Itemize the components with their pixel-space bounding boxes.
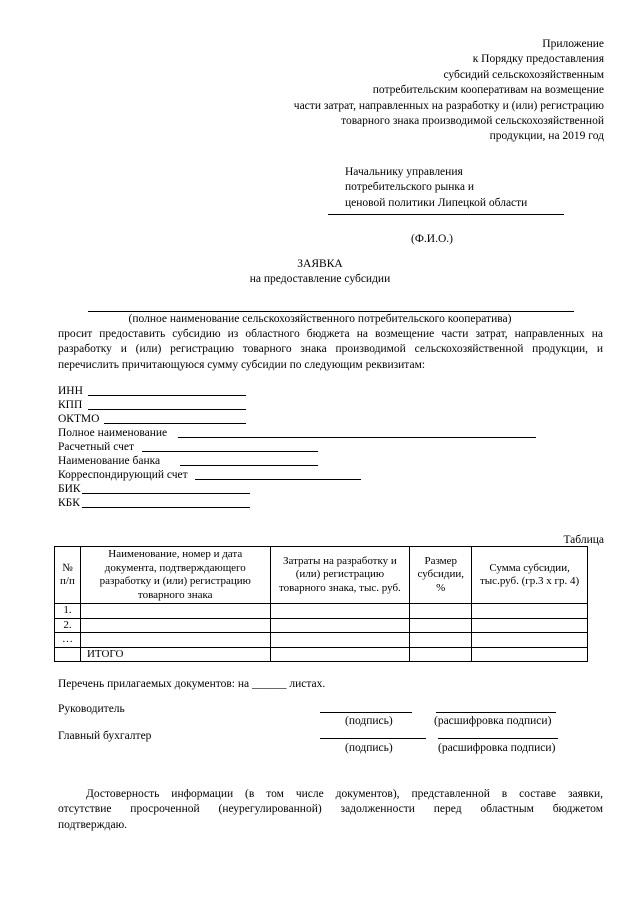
- request-paragraph: [58, 327, 603, 373]
- addressee-line: Начальнику управления: [345, 166, 463, 178]
- addressee-block: [345, 165, 527, 211]
- appendix-line: товарного знака производимой сельскохозяйственной: [341, 115, 604, 128]
- requisite-bank-field[interactable]: [180, 465, 318, 466]
- table-cell[interactable]: [472, 633, 588, 648]
- appendix-line: субсидий сельскохозяйственным: [443, 68, 604, 81]
- table-cell[interactable]: [472, 647, 588, 662]
- requisite-kbk-field[interactable]: [82, 507, 250, 508]
- table-cell[interactable]: [472, 618, 588, 633]
- requisite-account-field[interactable]: [142, 451, 318, 452]
- table-header-cell: № п/п: [55, 547, 81, 604]
- table-caption: Таблица: [563, 534, 604, 546]
- head-signature-line[interactable]: [320, 712, 412, 713]
- table-cell[interactable]: [410, 633, 472, 648]
- decode-caption: (расшифровка подписи): [438, 742, 556, 754]
- table-cell: …: [55, 633, 81, 648]
- requisite-corr-account: [58, 468, 188, 482]
- table-header-row: [55, 547, 588, 604]
- appendix-line: части затрат, направленных на разработку и (или) регистрацию: [293, 99, 604, 112]
- attachments-line: Перечень прилагаемых документов: на ______ листах.: [58, 678, 326, 690]
- confirmation-line: отсутствие просроченной (неурегулированной) задолженности перед областным бюджетом: [58, 803, 603, 816]
- appendix-line: к Порядку предоставления: [472, 53, 604, 66]
- requisite-bank: [58, 454, 160, 468]
- signature-role: Главный бухгалтер: [58, 730, 152, 742]
- appendix-line: продукции, на 2019 год: [489, 130, 604, 143]
- requisite-full-name-field[interactable]: [178, 437, 536, 438]
- confirmation-line: подтверждаю.: [58, 818, 128, 831]
- table-row: [55, 618, 588, 633]
- table-cell[interactable]: [410, 618, 472, 633]
- requisite-oktmo: [58, 412, 99, 426]
- requisite-label: ОКТМО: [58, 413, 100, 425]
- table-header-cell: Затраты на разработку и (или) регистрацию товарного знака, тыс. руб.: [270, 547, 410, 604]
- addressee-line: потребительского рынка и: [345, 181, 474, 194]
- table-cell[interactable]: [472, 604, 588, 619]
- table-cell[interactable]: [80, 604, 270, 619]
- document-title: ЗАЯВКА: [297, 258, 343, 270]
- requisite-label: Наименование банка: [58, 455, 161, 467]
- subsidy-table: [54, 546, 588, 662]
- decode-caption: (расшифровка подписи): [434, 715, 552, 727]
- table-row: [55, 604, 588, 619]
- table-cell[interactable]: [410, 647, 472, 662]
- requisite-full-name: [58, 426, 167, 440]
- requisite-label: Корреспондирующий счет: [58, 469, 188, 481]
- addressee-fio-line: [328, 214, 564, 215]
- requisite-label: Полное наименование: [58, 427, 168, 439]
- requisite-corr-account-field[interactable]: [195, 479, 361, 480]
- request-line: разработку и (или) регистрацию товарного знака производимой сельскохозяйственной продукции, и: [58, 343, 603, 356]
- requisite-kbk: [58, 496, 80, 510]
- table-row: [55, 633, 588, 648]
- table-cell[interactable]: [270, 647, 410, 662]
- signature-caption: (подпись): [345, 715, 393, 727]
- accountant-decode-line[interactable]: [438, 738, 558, 739]
- requisite-kpp-field[interactable]: [88, 409, 246, 410]
- accountant-signature-line[interactable]: [320, 738, 426, 739]
- requisite-label: ИНН: [58, 385, 83, 397]
- fio-caption: (Ф.И.О.): [411, 233, 453, 245]
- requisite-label: Расчетный счет: [58, 441, 134, 453]
- appendix-line: потребительским кооперативам на возмещение: [372, 84, 604, 97]
- requisite-oktmo-field[interactable]: [104, 423, 246, 424]
- signature-role: Руководитель: [58, 703, 125, 715]
- table-cell: 2.: [55, 618, 81, 633]
- table-header-cell: Размер субсидии, %: [410, 547, 472, 604]
- head-decode-line[interactable]: [436, 712, 556, 713]
- confirmation-line: Достоверность информации (в том числе документов), представленной в составе заявки,: [86, 788, 603, 800]
- document-subtitle: на предоставление субсидии: [249, 273, 391, 285]
- addressee-line: ценовой политики Липецкой области: [345, 196, 528, 209]
- table-total-row: [55, 647, 588, 662]
- requisite-label: КБК: [58, 497, 80, 509]
- table-cell[interactable]: [270, 618, 410, 633]
- table-total-label: ИТОГО: [80, 647, 270, 662]
- requisite-label: КПП: [58, 399, 83, 411]
- requisite-inn: [58, 384, 83, 398]
- table-cell: [55, 647, 81, 662]
- requisite-account: [58, 440, 134, 454]
- request-line: перечислить причитающуюся сумму субсидии по следующим реквизитам:: [58, 358, 426, 371]
- confirmation-paragraph: [58, 787, 603, 833]
- requisite-bik-field[interactable]: [82, 493, 250, 494]
- appendix-header: [294, 37, 604, 145]
- table-cell[interactable]: [80, 618, 270, 633]
- table-header-cell: Сумма субсидии, тыс.руб. (гр.3 х гр. 4): [472, 547, 588, 604]
- table-cell[interactable]: [80, 633, 270, 648]
- signature-caption: (подпись): [345, 742, 393, 754]
- requisite-bik: [58, 482, 81, 496]
- table-header-cell: Наименование, номер и дата документа, подтверждающего разработку и (или) регистрацию товарного знака: [80, 547, 270, 604]
- requisite-inn-field[interactable]: [88, 395, 246, 396]
- applicant-caption: (полное наименование сельскохозяйственного потребительского кооператива): [128, 313, 512, 325]
- table-cell[interactable]: [270, 604, 410, 619]
- requisite-kpp: [58, 398, 82, 412]
- request-line: просит предоставить субсидию из областного бюджета на возмещение части затрат, направленных на: [58, 328, 603, 340]
- requisite-label: БИК: [58, 483, 81, 495]
- table-cell[interactable]: [410, 604, 472, 619]
- table-cell[interactable]: [270, 633, 410, 648]
- appendix-line: Приложение: [542, 38, 604, 50]
- table-cell: 1.: [55, 604, 81, 619]
